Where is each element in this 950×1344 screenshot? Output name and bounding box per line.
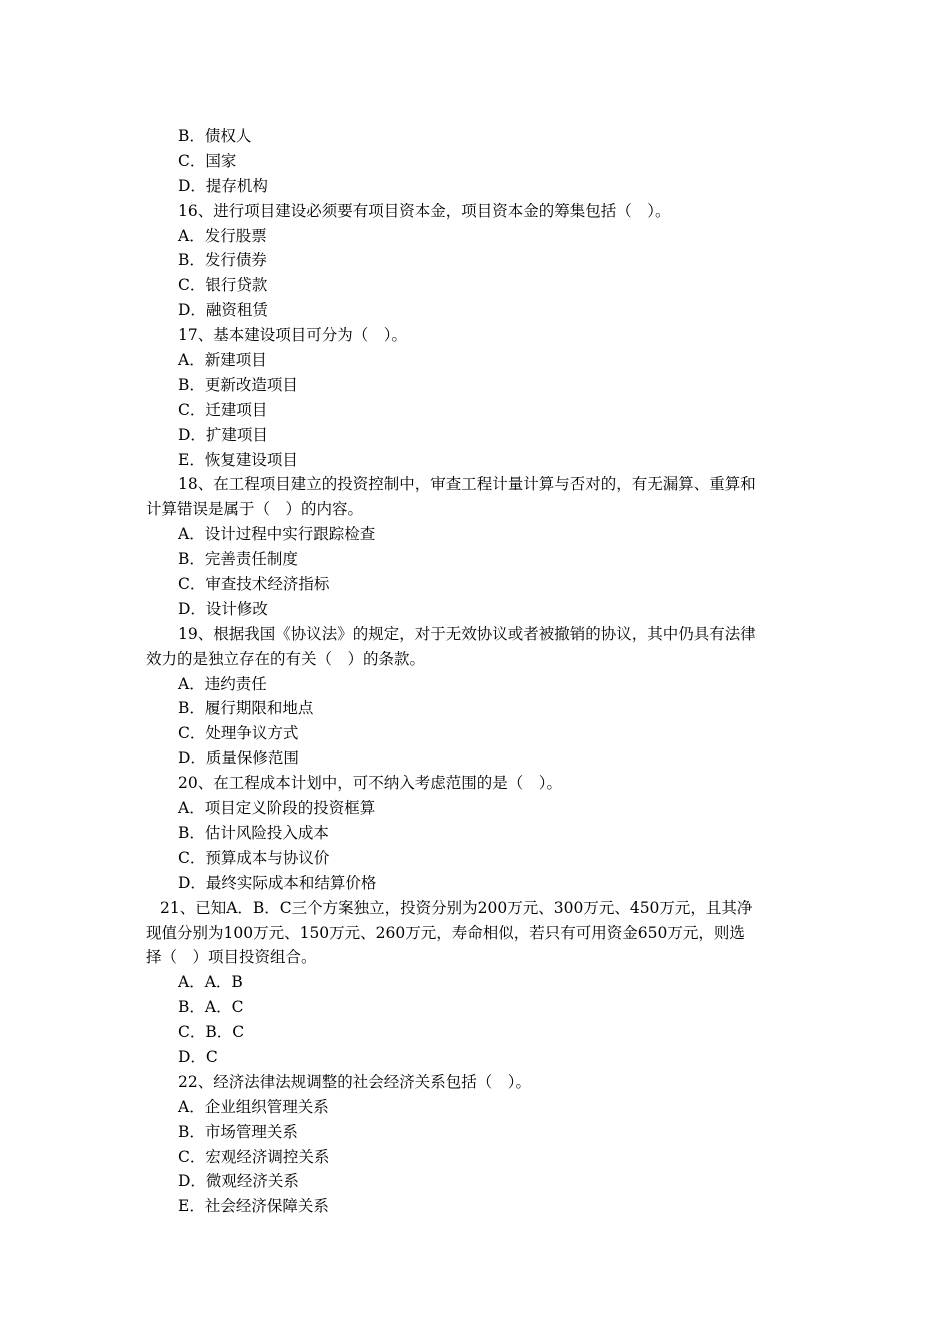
question-text: 20、在工程成本计划中，可不纳入考虑范围的是（ ）。: [178, 774, 562, 793]
answer-option: C．处理争议方式: [178, 724, 299, 743]
answer-option: D．质量保修范围: [178, 749, 299, 768]
question-continuation: 计算错误是属于（ ）的内容。: [146, 500, 364, 519]
answer-option: B．发行债券: [178, 251, 267, 270]
answer-option: C．B．C: [178, 1023, 245, 1042]
question-text: 22、经济法律法规调整的社会经济关系包括（ ）。: [178, 1072, 531, 1091]
answer-option: C．预算成本与协议价: [178, 848, 330, 867]
answer-option: A．企业组织管理关系: [178, 1097, 329, 1116]
question-text: 18、在工程项目建立的投资控制中，审查工程计量计算与否对的，有无漏算、重算和: [178, 475, 756, 494]
answer-option: B．更新改造项目: [178, 375, 298, 394]
answer-option: A．项目定义阶段的投资框算: [178, 799, 376, 818]
answer-option: D．设计修改: [178, 599, 268, 618]
answer-option: B．履行期限和地点: [178, 699, 314, 718]
answer-option: A．设计过程中实行跟踪检查: [178, 525, 376, 544]
answer-option: B．估计风险投入成本: [178, 823, 329, 842]
answer-option: C．迁建项目: [178, 400, 268, 419]
answer-option: D．最终实际成本和结算价格: [178, 873, 377, 892]
answer-option: D．融资租赁: [178, 301, 268, 320]
answer-option: D．微观经济关系: [178, 1172, 299, 1191]
answer-option: D．提存机构: [178, 176, 268, 195]
answer-option: B．A．C: [178, 998, 244, 1017]
answer-option: E．恢复建设项目: [178, 450, 298, 469]
question-continuation: 效力的是独立存在的有关（ ）的条款。: [146, 649, 426, 668]
answer-option: B．完善责任制度: [178, 550, 298, 569]
answer-option: C．国家: [178, 151, 237, 170]
answer-option: C．宏观经济调控关系: [178, 1147, 330, 1166]
question-continuation: 现值分别为100万元、150万元、260万元，寿命相似，若只有可用资金650万元，则选: [146, 923, 745, 942]
answer-option: D．C: [178, 1047, 218, 1066]
question-continuation: 择（ ）项目投资组合。: [146, 948, 317, 967]
answer-option: C．审查技术经济指标: [178, 575, 330, 594]
answer-option: A．发行股票: [178, 226, 267, 245]
answer-option: B．市场管理关系: [178, 1122, 298, 1141]
answer-option: B．债权人: [178, 127, 252, 145]
question-text: 21、已知A．B．C三个方案独立，投资分别为200万元、300万元、450万元，且其净: [160, 898, 753, 917]
question-text: 16、进行项目建设必须要有项目资本金，项目资本金的筹集包括（ ）。: [178, 201, 671, 220]
answer-option: D．扩建项目: [178, 425, 268, 444]
document-body: [146, 124, 808, 1219]
answer-option: E．社会经济保障关系: [178, 1197, 329, 1216]
answer-option: A．A．B: [178, 973, 243, 992]
question-text: 19、根据我国《协议法》的规定，对于无效协议或者被撤销的协议，其中仍具有法律: [178, 624, 756, 643]
answer-option: A．新建项目: [178, 351, 267, 370]
question-text: 17、基本建设项目可分为（ ）。: [178, 326, 407, 345]
answer-option: C．银行贷款: [178, 276, 268, 295]
answer-option: A．违约责任: [178, 674, 267, 693]
